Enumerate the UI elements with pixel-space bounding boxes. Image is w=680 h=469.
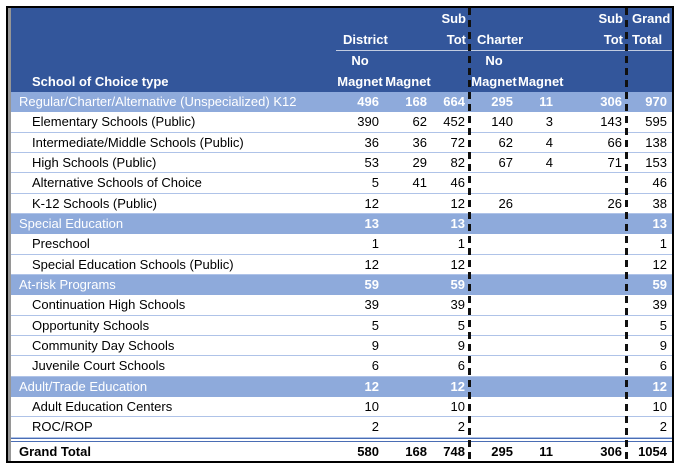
- row-label[interactable]: Grand Total: [19, 443, 91, 459]
- district-magnet-label: Magnet: [385, 74, 431, 89]
- district-no-label: No: [351, 53, 369, 68]
- value-cell[interactable]: 595: [645, 114, 667, 130]
- value-cell[interactable]: 41: [412, 175, 427, 191]
- value-cell[interactable]: 1: [457, 236, 465, 252]
- value-cell[interactable]: 6: [371, 358, 379, 374]
- table-row[interactable]: [11, 153, 672, 173]
- row-label[interactable]: Special Education Schools (Public): [32, 256, 234, 272]
- table-row[interactable]: [11, 438, 672, 461]
- value-cell[interactable]: 168: [405, 443, 427, 459]
- table-row[interactable]: [11, 255, 672, 275]
- pivot-table-frame: [6, 6, 674, 463]
- value-cell[interactable]: 39: [364, 297, 379, 313]
- value-cell[interactable]: 12: [364, 256, 379, 272]
- value-cell[interactable]: 36: [412, 134, 427, 150]
- value-cell[interactable]: 143: [600, 114, 622, 130]
- charter-sub-label: Sub: [598, 11, 623, 26]
- table-body: [11, 92, 672, 461]
- value-cell[interactable]: 390: [357, 114, 379, 130]
- value-cell[interactable]: 39: [652, 297, 667, 313]
- row-label[interactable]: K-12 Schools (Public): [32, 195, 157, 211]
- table-row[interactable]: [11, 336, 672, 356]
- value-cell[interactable]: 53: [364, 155, 379, 171]
- value-cell[interactable]: 748: [443, 443, 465, 459]
- value-cell[interactable]: 970: [645, 94, 667, 110]
- value-cell[interactable]: 1054: [638, 443, 667, 459]
- value-cell[interactable]: 38: [652, 195, 667, 211]
- value-cell[interactable]: 66: [607, 134, 622, 150]
- value-cell[interactable]: 5: [659, 317, 667, 333]
- table-row[interactable]: [11, 417, 672, 437]
- pivot-table: [8, 8, 672, 461]
- corner-header-label: School of Choice type: [32, 74, 169, 89]
- table-row[interactable]: [11, 377, 672, 397]
- value-cell[interactable]: 168: [405, 94, 427, 110]
- value-cell[interactable]: 36: [364, 134, 379, 150]
- value-cell[interactable]: 9: [371, 338, 379, 354]
- row-label[interactable]: Adult Education Centers: [32, 399, 173, 415]
- district-no-magnet-label: Magnet: [337, 74, 383, 89]
- charter-magnet-label: Magnet: [518, 74, 564, 89]
- value-cell[interactable]: 2: [659, 419, 667, 435]
- value-cell[interactable]: 10: [652, 399, 667, 415]
- table-row[interactable]: [11, 214, 672, 234]
- value-cell[interactable]: 2: [371, 419, 379, 435]
- value-cell[interactable]: 3: [545, 114, 553, 130]
- page-break-dashed-line-2: [625, 8, 628, 461]
- header-group-underline: [336, 50, 674, 51]
- value-cell[interactable]: 580: [357, 443, 379, 459]
- value-cell[interactable]: 72: [450, 134, 465, 150]
- row-label[interactable]: Adult/Trade Education: [19, 378, 148, 394]
- table-row[interactable]: [11, 133, 672, 153]
- value-cell[interactable]: 6: [659, 358, 667, 374]
- value-cell[interactable]: 59: [652, 277, 667, 293]
- row-label[interactable]: Intermediate/Middle Schools (Public): [32, 134, 244, 150]
- value-cell[interactable]: 4: [545, 134, 553, 150]
- value-cell[interactable]: 11: [539, 443, 553, 459]
- value-cell[interactable]: 12: [450, 195, 465, 211]
- table-row[interactable]: [11, 194, 672, 214]
- value-cell[interactable]: 138: [645, 134, 667, 150]
- value-cell[interactable]: 26: [607, 195, 622, 211]
- charter-no-magnet-label: Magnet: [471, 74, 517, 89]
- value-cell[interactable]: 306: [600, 94, 622, 110]
- value-cell[interactable]: 12: [450, 256, 465, 272]
- value-cell[interactable]: 5: [371, 317, 379, 333]
- table-row[interactable]: [11, 275, 672, 295]
- row-label[interactable]: Juvenile Court Schools: [32, 358, 165, 374]
- value-cell[interactable]: 46: [450, 175, 465, 191]
- district-tot-label: Tot: [446, 32, 466, 47]
- value-cell[interactable]: 496: [357, 94, 379, 110]
- row-label[interactable]: High Schools (Public): [32, 155, 157, 171]
- value-cell[interactable]: 12: [652, 256, 667, 272]
- value-cell[interactable]: 452: [443, 114, 465, 130]
- value-cell[interactable]: 4: [545, 155, 553, 171]
- grand-label-line1: Grand: [632, 11, 671, 26]
- value-cell[interactable]: 12: [450, 378, 465, 394]
- value-cell[interactable]: 71: [607, 155, 622, 171]
- value-cell[interactable]: 59: [364, 277, 379, 293]
- value-cell[interactable]: 39: [450, 297, 465, 313]
- row-label[interactable]: At-risk Programs: [19, 277, 116, 293]
- table-row[interactable]: [11, 92, 672, 112]
- value-cell[interactable]: 664: [443, 94, 465, 110]
- row-label[interactable]: Regular/Charter/Alternative (Unspecialized) K12: [19, 94, 297, 110]
- value-cell[interactable]: 13: [364, 216, 379, 232]
- value-cell[interactable]: 11: [539, 94, 553, 110]
- table-row[interactable]: [11, 234, 672, 254]
- row-label[interactable]: ROC/ROP: [32, 419, 93, 435]
- value-cell[interactable]: 62: [412, 114, 427, 130]
- value-cell[interactable]: 306: [600, 443, 622, 459]
- value-cell[interactable]: 29: [412, 155, 427, 171]
- row-label[interactable]: Opportunity Schools: [32, 317, 150, 333]
- value-cell[interactable]: 140: [491, 114, 513, 130]
- value-cell[interactable]: 2: [457, 419, 465, 435]
- value-cell[interactable]: 82: [450, 155, 465, 171]
- value-cell[interactable]: 6: [457, 358, 465, 374]
- value-cell[interactable]: 9: [457, 338, 465, 354]
- table-row[interactable]: [11, 112, 672, 132]
- value-cell[interactable]: 62: [498, 134, 513, 150]
- row-label[interactable]: Alternative Schools of Choice: [32, 175, 202, 191]
- value-cell[interactable]: 5: [457, 317, 465, 333]
- row-label[interactable]: Preschool: [32, 236, 90, 252]
- district-sub-label: Sub: [441, 11, 466, 26]
- value-cell[interactable]: 46: [652, 175, 667, 191]
- table-header: [11, 8, 672, 92]
- value-cell[interactable]: 10: [364, 399, 379, 415]
- value-cell[interactable]: 13: [450, 216, 465, 232]
- value-cell[interactable]: 295: [491, 94, 513, 110]
- row-label[interactable]: Elementary Schools (Public): [32, 114, 196, 130]
- value-cell[interactable]: 12: [652, 378, 667, 394]
- value-cell[interactable]: 13: [652, 216, 667, 232]
- table-row[interactable]: [11, 397, 672, 417]
- table-row[interactable]: [11, 356, 672, 376]
- table-row[interactable]: [11, 316, 672, 336]
- charter-no-label: No: [485, 53, 503, 68]
- value-cell[interactable]: 10: [450, 399, 465, 415]
- value-cell[interactable]: 5: [371, 175, 379, 191]
- value-cell[interactable]: 59: [450, 277, 465, 293]
- district-group-label: District: [343, 32, 388, 47]
- row-label[interactable]: Continuation High Schools: [32, 297, 186, 313]
- value-cell[interactable]: 26: [498, 195, 513, 211]
- value-cell[interactable]: 1: [371, 236, 379, 252]
- charter-tot-label: Tot: [603, 32, 623, 47]
- grand-label-line2: Total: [632, 32, 663, 47]
- row-label[interactable]: Special Education: [19, 216, 124, 232]
- value-cell[interactable]: 12: [364, 195, 379, 211]
- value-cell[interactable]: 295: [491, 443, 513, 459]
- value-cell[interactable]: 1: [659, 236, 667, 252]
- table-row[interactable]: [11, 173, 672, 193]
- left-gutter-strip: [8, 8, 11, 461]
- value-cell[interactable]: 9: [659, 338, 667, 354]
- charter-group-label: Charter: [477, 32, 524, 47]
- page-break-dashed-line-1: [468, 8, 471, 461]
- value-cell[interactable]: 67: [498, 155, 513, 171]
- table-row[interactable]: [11, 295, 672, 315]
- value-cell[interactable]: 153: [645, 155, 667, 171]
- value-cell[interactable]: 12: [364, 378, 379, 394]
- row-label[interactable]: Community Day Schools: [32, 338, 175, 354]
- corner-header-cell[interactable]: [11, 8, 336, 92]
